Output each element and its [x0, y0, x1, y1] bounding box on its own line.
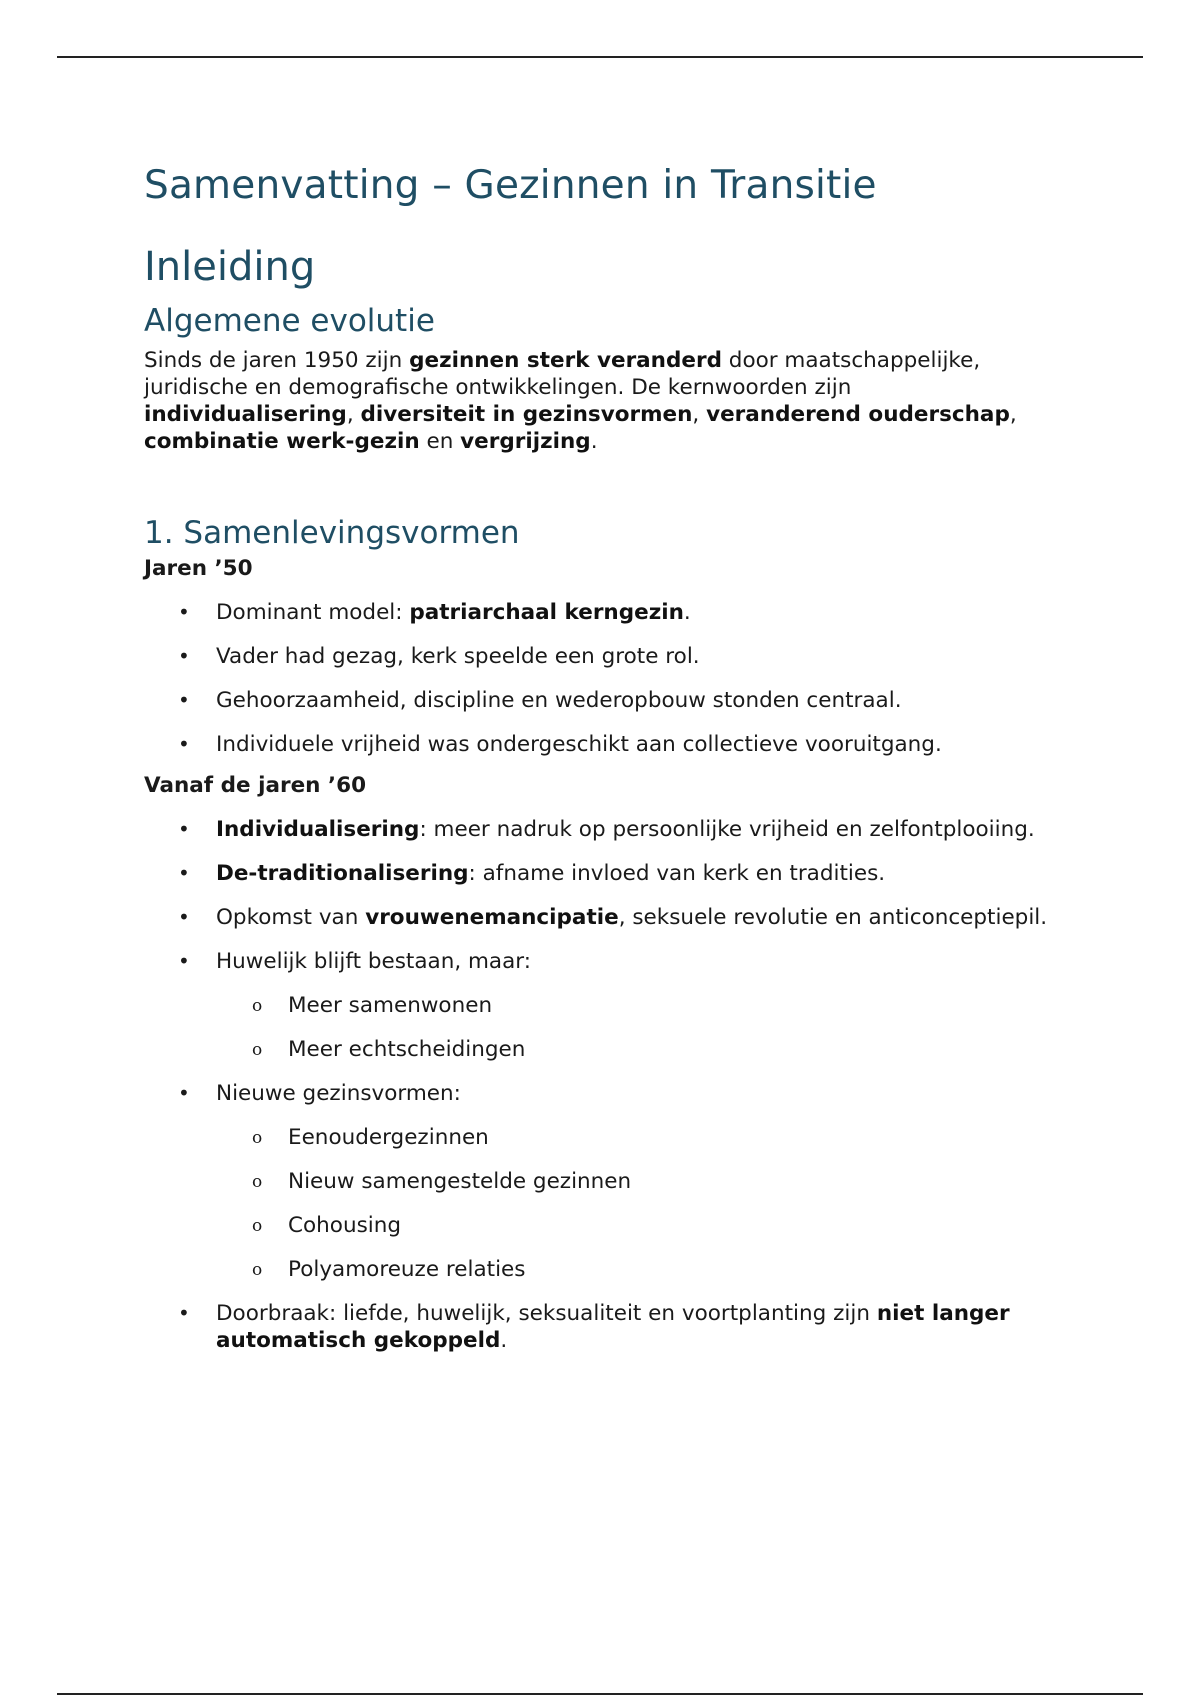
heading-inleiding: Inleiding: [144, 243, 316, 290]
list-item: • De-traditionalisering: afname invloed van kerk en tradities.: [178, 861, 886, 887]
list-item: • Huwelijk blijft bestaan, maar: o Meer samenwonen o Meer echtscheidingen: [144, 948, 1054, 1063]
list-item: • Vader had gezag, kerk speelde een grote rol.: [178, 644, 700, 670]
intro-paragraph: Sinds de jaren 1950 zijn gezinnen sterk veranderd door maatschappelijke, juridische en demografische ontwikkelingen. De kernwoorden zijn individualisering, diversiteit in gezinsvormen, veranderend ouderschap, combinatie werk-gezin en vergrijzing.: [144, 347, 1017, 454]
sublist-gezinsvormen: [216, 1124, 1054, 1283]
label-jaren-50: Jaren ’50: [144, 556, 253, 582]
bullet-glyph: •: [178, 949, 190, 974]
subbullet-glyph: o: [252, 1216, 263, 1237]
subbullet-glyph: o: [252, 996, 263, 1017]
list-item: • Individualisering: meer nadruk op persoonlijke vrijheid en zelfontplooiing.: [178, 817, 1035, 843]
heading-algemene-evolutie: Algemene evolutie: [144, 302, 435, 339]
bullet-glyph: •: [178, 1301, 190, 1326]
heading-samenlevingsvormen: 1. Samenlevingsvormen: [144, 514, 520, 551]
list-jaren-50: [144, 599, 1064, 758]
sublist-huwelijk: [216, 992, 1054, 1063]
label-vanaf-jaren-60: Vanaf de jaren ’60: [144, 773, 367, 799]
sublist-item: o Meer echtscheidingen: [252, 1037, 526, 1063]
list-item: • Gehoorzaamheid, discipline en wederopbouw stonden centraal.: [178, 688, 902, 714]
list-item: • Opkomst van vrouwenemancipatie, seksuele revolutie en anticonceptiepil.: [178, 905, 1048, 931]
list-vanaf-jaren-60: [144, 816, 1064, 1354]
list-item: • Doorbraak: liefde, huwelijk, seksualiteit en voortplanting zijn niet langer automatisch gekoppeld.: [178, 1301, 1010, 1354]
subbullet-glyph: o: [252, 1040, 263, 1061]
document-body: [144, 160, 1064, 1354]
sublist-item: o Cohousing: [252, 1213, 402, 1239]
bullet-glyph: •: [178, 861, 190, 886]
subbullet-glyph: o: [252, 1260, 263, 1281]
bullet-glyph: •: [178, 732, 190, 757]
bullet-glyph: •: [178, 817, 190, 842]
sublist-item: o Eenoudergezinnen: [252, 1125, 489, 1151]
footer-rule: [57, 1693, 1143, 1695]
list-item: • Dominant model: patriarchaal kerngezin.: [178, 600, 691, 626]
bullet-glyph: •: [178, 905, 190, 930]
header-rule: [57, 56, 1143, 58]
subbullet-glyph: o: [252, 1128, 263, 1149]
bullet-glyph: •: [178, 1081, 190, 1106]
sublist-item: o Meer samenwonen: [252, 993, 493, 1019]
sublist-item: o Polyamoreuze relaties: [252, 1257, 526, 1283]
subbullet-glyph: o: [252, 1172, 263, 1193]
bullet-glyph: •: [178, 688, 190, 713]
sublist-item: o Nieuw samengestelde gezinnen: [252, 1169, 632, 1195]
document-title: Samenvatting – Gezinnen in Transitie: [144, 163, 877, 208]
bullet-glyph: •: [178, 644, 190, 669]
bullet-glyph: •: [178, 600, 190, 625]
list-item: • Individuele vrijheid was ondergeschikt aan collectieve vooruitgang.: [178, 732, 942, 758]
list-item: • Nieuwe gezinsvormen: o Eenoudergezinnen o Nieuw samengestelde gezinnen o Cohousing o Polyamoreuze relaties: [144, 1080, 1054, 1283]
